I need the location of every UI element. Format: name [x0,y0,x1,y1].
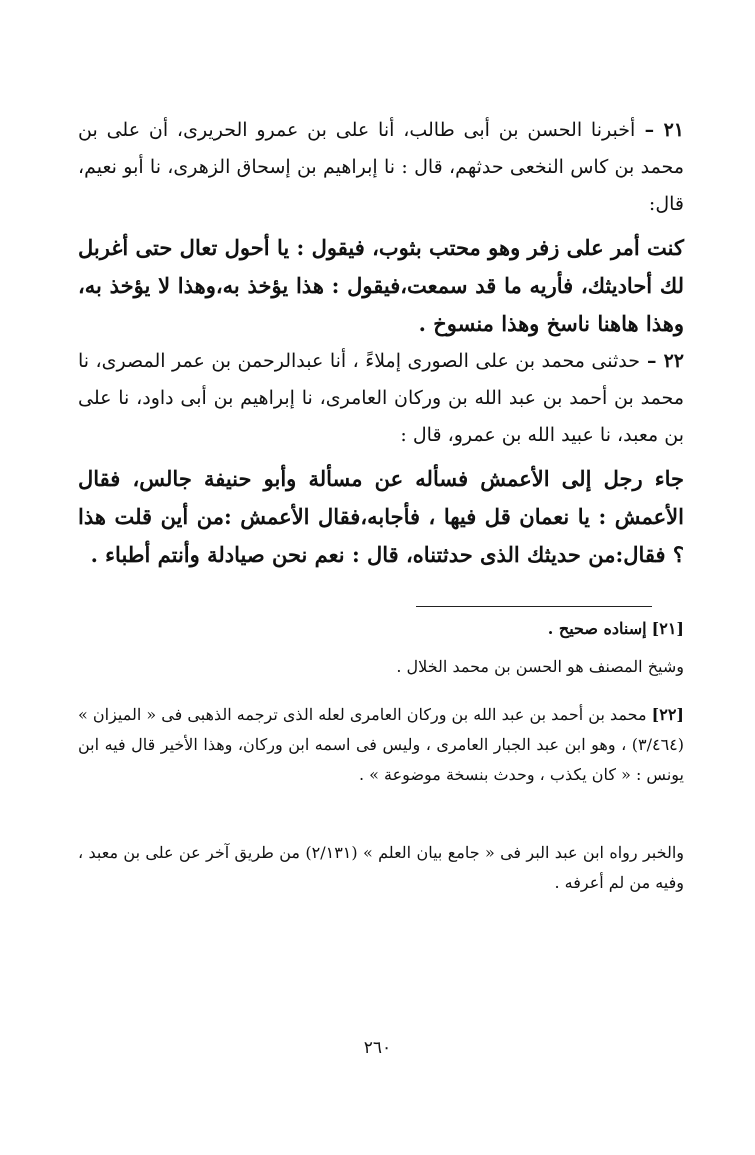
hadith-22-isnad-text: حدثنى محمد بن على الصورى إملاءً ، أنا عبدالرحمن بن عمر المصرى، نا محمد بن أحمد بن عبد الله بن وركان العامرى، نا إبراهيم بن أبى داود، نا على بن معبد، نا عبيد الله بن عمرو، قال : [78,350,684,446]
hadith-21-number: ٢١ [663,119,684,141]
page-number: ٢٦٠ [363,1038,392,1058]
footnote-21-ref: [٢١] [651,619,684,638]
footnote-22-ref: [٢٢] [651,705,684,724]
hadith-21-matn: كنت أمر على زفر وهو محتب بثوب، فيقول : يا أحول تعال حتى أغربل لك أحاديثك، فأريه ما قد سمعت،فيقول : هذا يؤخذ به،وهذا لا يؤخذ به، وهذا هاهنا ناسخ وهذا منسوخ . [78,235,684,336]
footnote-21-text: إسناده صحيح . [547,619,647,638]
hadith-22-number: ٢٢ [663,350,684,372]
footnote-22-text: محمد بن أحمد بن عبد الله بن وركان العامرى لعله الذى ترجمه الذهبى فى « الميزان » (٣/٤٦٤) ، وهو ابن عبد الجبار العامرى ، وليس فى اسمه ابن وركان، وهذا الأخير قال فيه ابن يونس : « كان يكذب ، وحدث بنسخة موضوعة » . [78,705,684,784]
footnote-22-detail: والخبر رواه ابن عبد البر فى « جامع بيان العلم » (٢/١٣١) من طريق آخر عن على بن معبد ، وفيه من لم أعرفه . [78,843,685,892]
hadith-22-separator: – [639,350,664,372]
footnote-22 [78,700,684,790]
hadith-22-matn: جاء رجل إلى الأعمش فسأله عن مسألة وأبو حنيفة جالس، فقال الأعمش : يا نعمان قل فيها ، فأجابه،فقال الأعمش :من أين قلت هذا ؟ فقال:من حديثك الذى حدثتناه، قال : نعم نحن صيادلة وأنتم أطباء . [78,466,684,567]
footnote-divider [416,606,652,607]
hadith-21-isnad-text: أخبرنا الحسن بن أبى طالب، أنا على بن عمرو الحريرى، أن على بن محمد بن كاس النخعى حدثهم، قال : نا إبراهيم بن إسحاق الزهرى، نا أبو نعيم، قال: [78,119,684,215]
hadith-21-separator: – [635,119,664,141]
hadith-22-isnad [78,343,684,454]
footnote-21-detail: وشيخ المصنف هو الحسن بن محمد الخلال . [396,657,684,676]
hadith-21-isnad [78,112,684,223]
footnote-21 [78,614,684,644]
